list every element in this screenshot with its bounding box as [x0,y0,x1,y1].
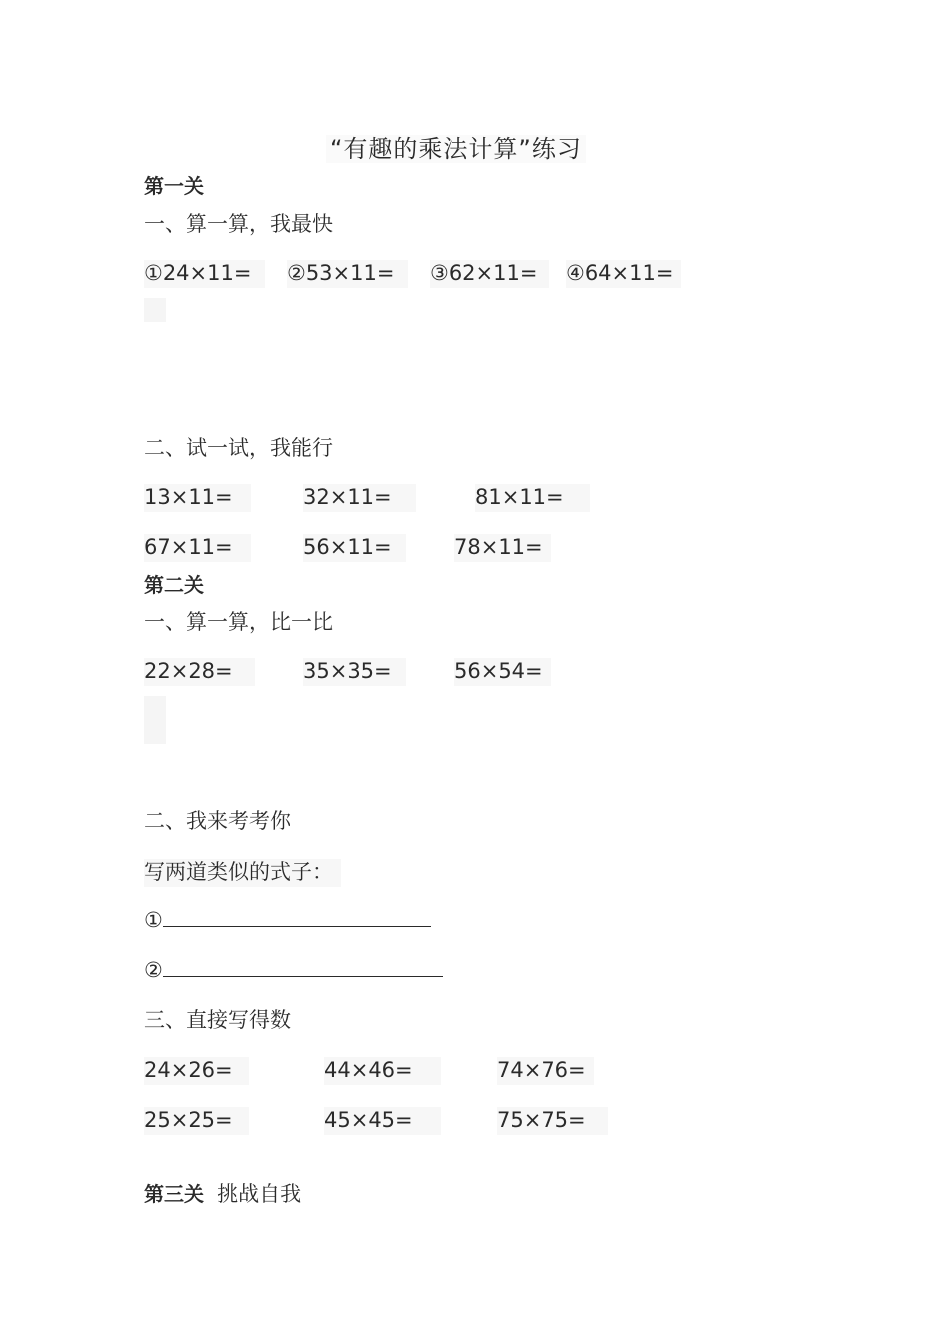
page-title: “有趣的乘法计算”练习 [326,135,586,163]
level-2-part-2-heading: 二、我来考考你 [144,809,291,833]
answer-shade [144,298,166,322]
problem-item: 22×28= [144,658,255,686]
problem-item: 32×11= [303,484,416,512]
answer-shade [144,696,166,744]
problem-item: 56×54= [454,658,551,686]
level-1-heading: 第一关 [144,174,204,198]
problem-item: 56×11= [303,534,406,562]
problem-item: ④64×11= [566,260,681,288]
level-2-part-3-heading: 三、直接写得数 [144,1008,291,1032]
level-2-heading: 第二关 [144,573,204,597]
problem-item: 67×11= [144,534,251,562]
problem-item: ③62×11= [430,260,549,288]
problem-item: 78×11= [454,534,551,562]
problem-item: 24×26= [144,1057,249,1085]
write-line-1[interactable] [144,908,431,931]
level-3-subtitle: 挑战自我 [217,1182,302,1206]
problem-item: ②53×11= [287,260,408,288]
problem-item: 35×35= [303,658,406,686]
problem-item: 75×75= [497,1107,608,1135]
answer-blank-1[interactable] [163,908,431,927]
level-3-heading-row [144,1184,301,1205]
problem-item: 25×25= [144,1107,249,1135]
level-2-part-1-heading: 一、算一算，比一比 [144,610,333,634]
problem-item: 45×45= [324,1107,441,1135]
problem-item: 74×76= [497,1057,594,1085]
write-line-2[interactable] [144,958,443,981]
problem-item: 44×46= [324,1057,441,1085]
write-line-1-marker: ① [144,908,163,932]
write-line-2-marker: ② [144,958,163,982]
problem-item: 13×11= [144,484,251,512]
answer-blank-2[interactable] [163,958,443,977]
instruction-prompt: 写两道类似的式子： [144,859,341,887]
level-1-part-2-heading: 二、试一试，我能行 [144,436,333,460]
level-3-heading: 第三关 [144,1182,204,1206]
level-1-part-1-heading: 一、算一算，我最快 [144,212,333,236]
problem-item: ①24×11= [144,260,265,288]
problem-item: 81×11= [475,484,590,512]
